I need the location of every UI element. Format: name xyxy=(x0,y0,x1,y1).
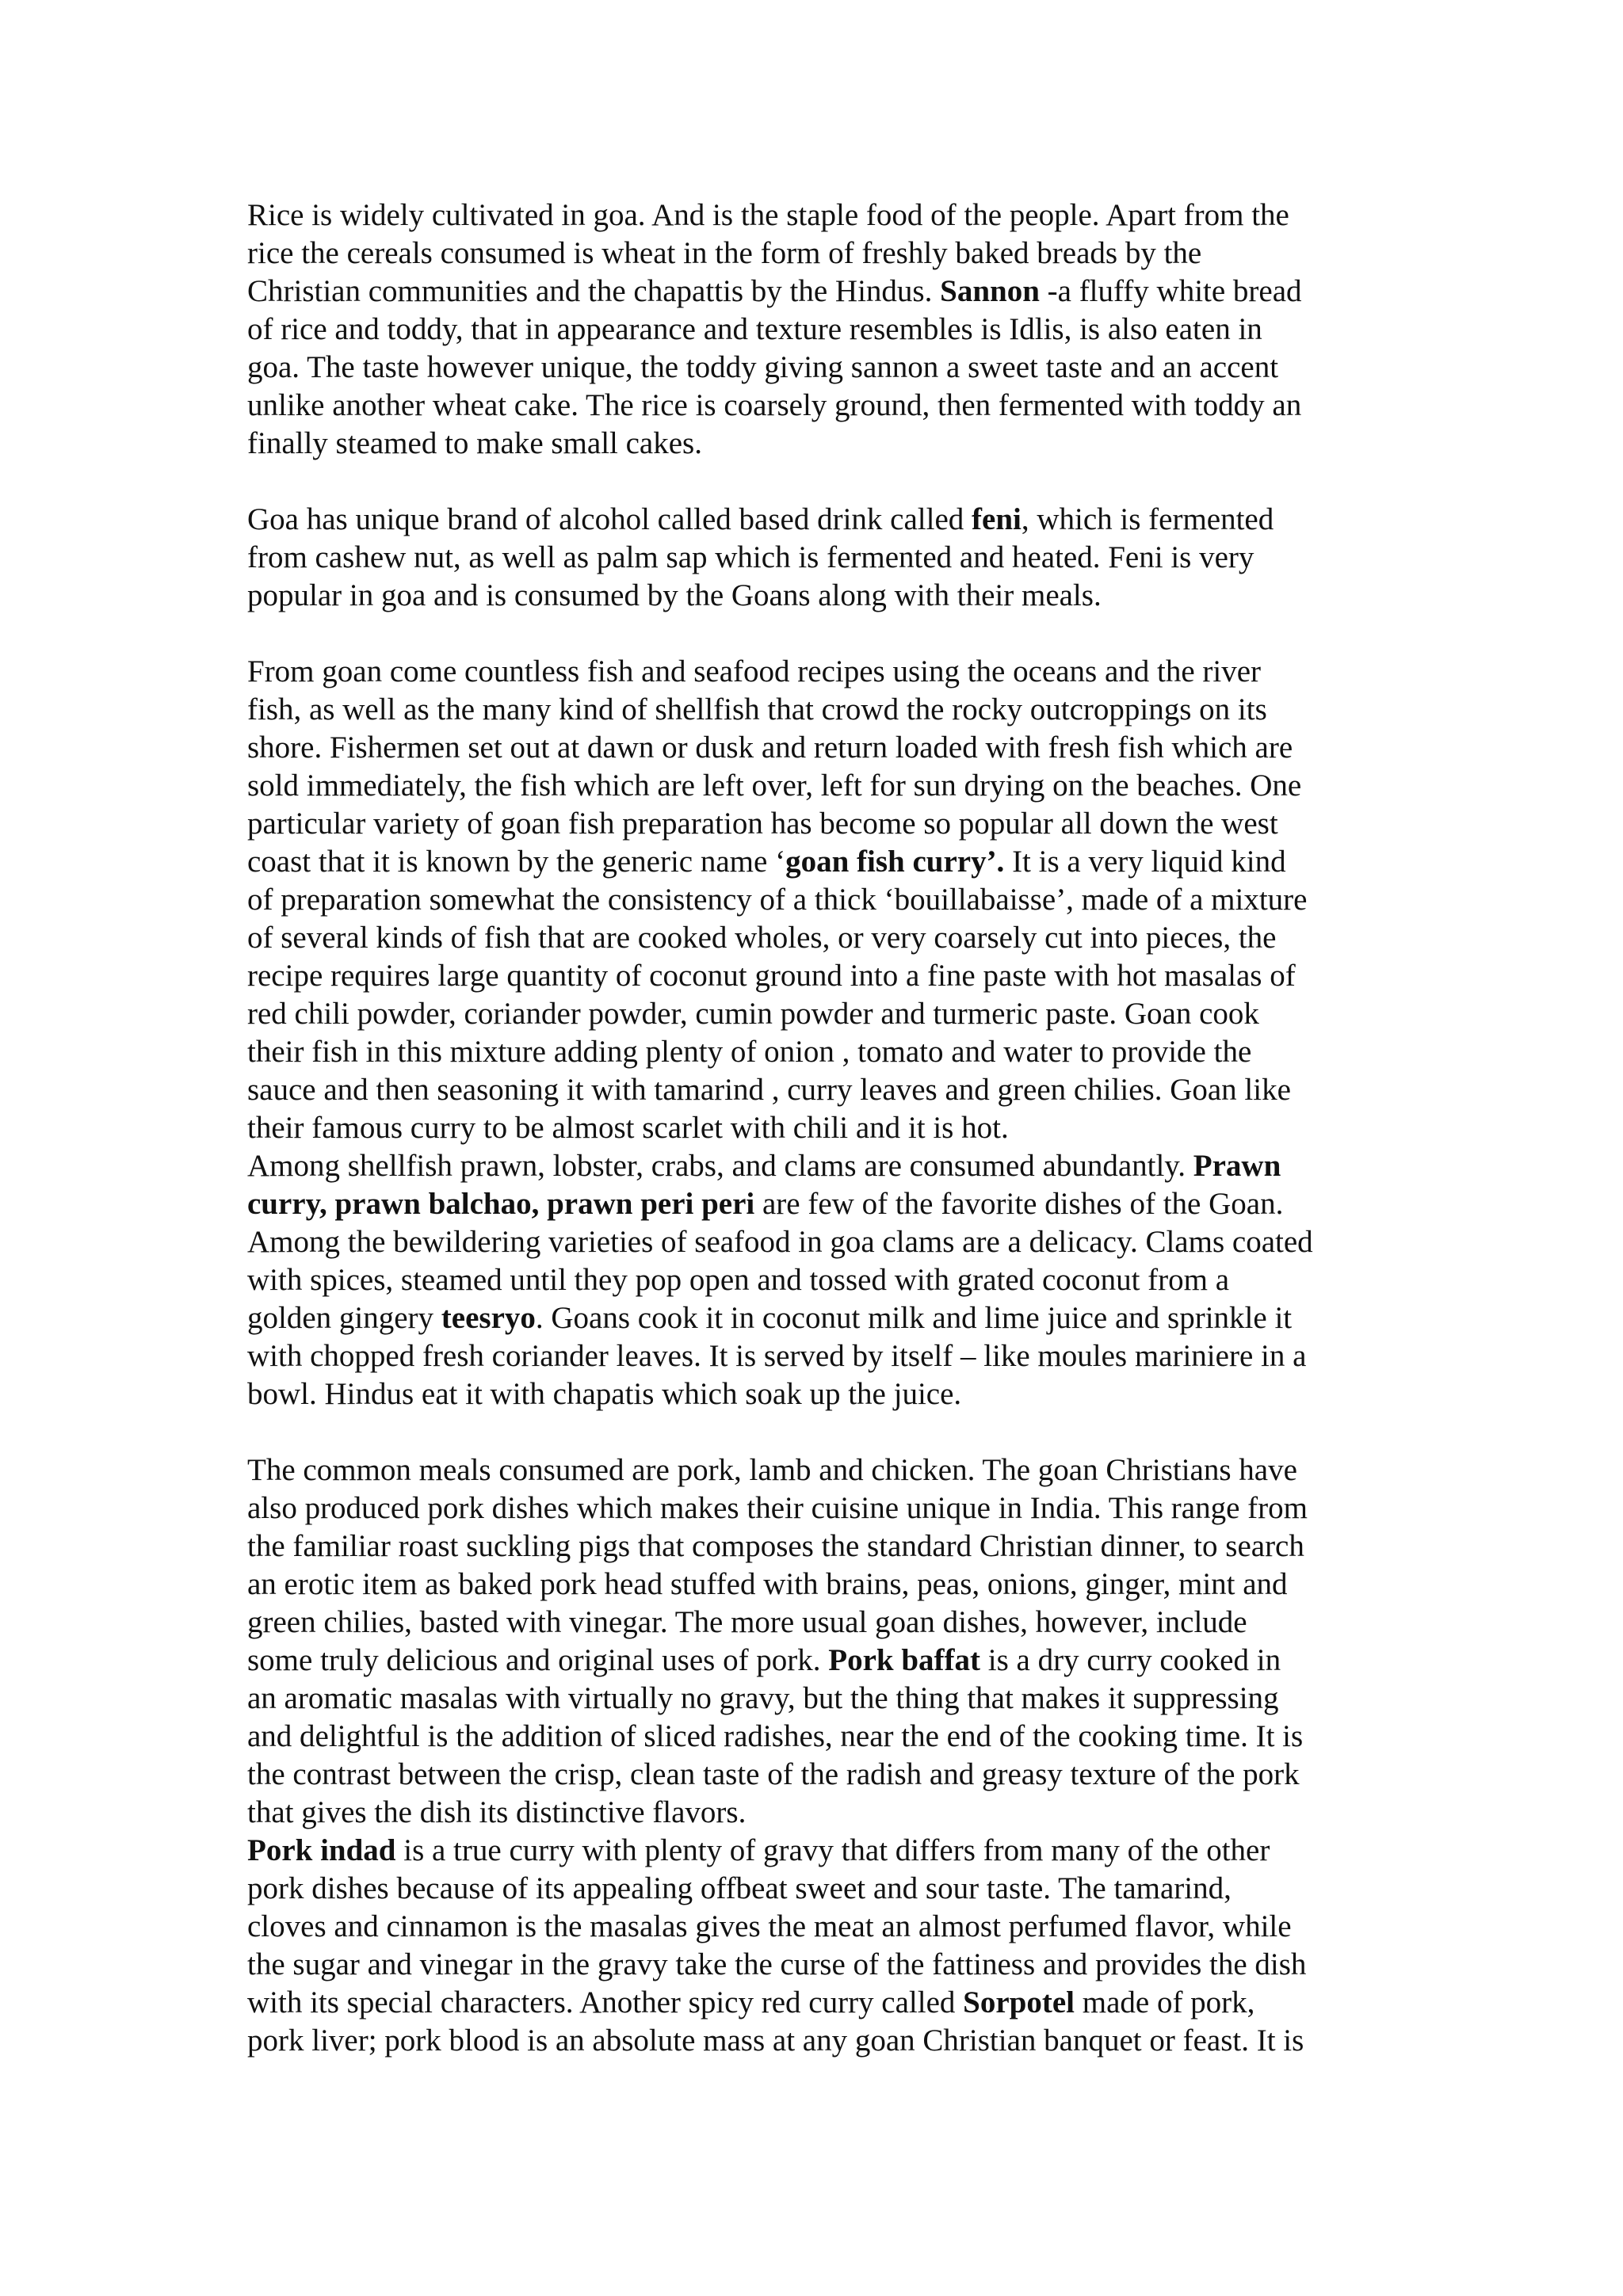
text-run: . Goans cook it in coconut milk and lime juice and sprinkle it xyxy=(535,1301,1293,1335)
text-line xyxy=(247,843,1396,881)
text-run: and delightful is the addition of sliced radishes, near the end of the cooking time. It is xyxy=(247,1719,1304,1753)
bold-term: Prawn xyxy=(1193,1149,1281,1183)
text-run: is a dry curry cooked in xyxy=(980,1643,1281,1677)
text-run: Among the bewildering varieties of seafood in goa clams are a delicacy. Clams coated xyxy=(247,1225,1313,1259)
text-line xyxy=(247,1908,1396,1946)
text-line xyxy=(247,1527,1396,1566)
text-line xyxy=(247,539,1396,577)
bold-term: goan fish curry’. xyxy=(785,845,1005,879)
text-run: is a true curry with plenty of gravy that differs from many of the other xyxy=(395,1833,1270,1867)
text-run: red chili powder, coriander powder, cumin powder and turmeric paste. Goan cook xyxy=(247,997,1259,1031)
text-run: of several kinds of fish that are cooked wholes, or very coarsely cut into pieces, the xyxy=(247,921,1277,955)
text-run: the sugar and vinegar in the gravy take the curse of the fattiness and provides the dish xyxy=(247,1947,1307,1981)
text-line xyxy=(247,1109,1396,1147)
text-run: are few of the favorite dishes of the Goan. xyxy=(754,1187,1284,1221)
text-line xyxy=(247,349,1396,387)
text-line xyxy=(247,1794,1396,1832)
text-line xyxy=(247,387,1396,425)
paragraph xyxy=(247,501,1396,615)
text-run: sold immediately, the fish which are left over, left for sun drying on the beaches. One xyxy=(247,769,1302,803)
paragraph xyxy=(247,1147,1396,1413)
text-line xyxy=(247,196,1396,235)
text-run: rice the cereals consumed is wheat in the form of freshly baked breads by the xyxy=(247,236,1202,270)
text-line xyxy=(247,1033,1396,1071)
text-line xyxy=(247,577,1396,615)
text-run: coast that it is known by the generic name ‘ xyxy=(247,845,786,879)
bold-term: Sorpotel xyxy=(963,1985,1075,2019)
text-line xyxy=(247,1718,1396,1756)
text-run: recipe requires large quantity of coconut ground into a fine paste with hot masalas of xyxy=(247,959,1296,993)
text-line xyxy=(247,1223,1396,1261)
text-line xyxy=(247,1071,1396,1109)
text-line xyxy=(247,1261,1396,1299)
bold-term: teesryo xyxy=(441,1301,536,1335)
text-run: made of pork, xyxy=(1074,1985,1255,2019)
document-page xyxy=(247,196,1396,2060)
bold-term: Pork baffat xyxy=(828,1643,981,1677)
text-line xyxy=(247,1642,1396,1680)
text-line xyxy=(247,691,1396,729)
text-run: that gives the dish its distinctive flavors. xyxy=(247,1795,747,1829)
text-run: pork dishes because of its appealing offbeat sweet and sour taste. The tamarind, xyxy=(247,1871,1232,1905)
text-run: Among shellfish prawn, lobster, crabs, and clams are consumed abundantly. xyxy=(247,1149,1193,1183)
text-run: fish, as well as the many kind of shellfish that crowd the rocky outcroppings on its xyxy=(247,692,1267,727)
text-line xyxy=(247,1680,1396,1718)
text-run: finally steamed to make small cakes. xyxy=(247,426,702,460)
text-run: popular in goa and is consumed by the Goans along with their meals. xyxy=(247,578,1102,612)
text-run: The common meals consumed are pork, lamb and chicken. The goan Christians have xyxy=(247,1453,1297,1487)
text-run: their fish in this mixture adding plenty of onion , tomato and water to provide the xyxy=(247,1035,1252,1069)
text-run: some truly delicious and original uses of pork. xyxy=(247,1643,829,1677)
text-run: green chilies, basted with vinegar. The more usual goan dishes, however, include xyxy=(247,1605,1247,1639)
text-line xyxy=(247,1870,1396,1908)
paragraph xyxy=(247,196,1396,463)
text-line xyxy=(247,1566,1396,1604)
text-run: unlike another wheat cake. The rice is coarsely ground, then fermented with toddy an xyxy=(247,388,1302,422)
text-run: Goa has unique brand of alcohol called based drink called xyxy=(247,502,972,536)
text-line xyxy=(247,1299,1396,1337)
text-line xyxy=(247,235,1396,273)
text-run: Rice is widely cultivated in goa. And is the staple food of the people. Apart from the xyxy=(247,198,1289,232)
text-line xyxy=(247,767,1396,805)
text-run: shore. Fishermen set out at dawn or dusk and return loaded with fresh fish which are xyxy=(247,730,1293,765)
text-line xyxy=(247,1337,1396,1375)
text-line xyxy=(247,2022,1396,2060)
text-line xyxy=(247,273,1396,311)
text-line xyxy=(247,729,1396,767)
paragraph xyxy=(247,1832,1396,2060)
text-line xyxy=(247,919,1396,957)
text-run: from cashew nut, as well as palm sap which is fermented and heated. Feni is very xyxy=(247,540,1254,574)
text-line xyxy=(247,311,1396,349)
text-run: It is a very liquid kind xyxy=(1004,845,1286,879)
bold-term: Sannon xyxy=(940,274,1040,308)
text-run: goa. The taste however unique, the toddy giving sannon a sweet taste and an accent xyxy=(247,350,1279,384)
text-run: the contrast between the crisp, clean taste of the radish and greasy texture of the pork xyxy=(247,1757,1300,1791)
text-run: -a fluffy white bread xyxy=(1039,274,1302,308)
text-run: Christian communities and the chapattis by the Hindus. xyxy=(247,274,941,308)
text-run: an aromatic masalas with virtually no gravy, but the thing that makes it suppressing xyxy=(247,1681,1279,1715)
text-run: From goan come countless fish and seafood recipes using the oceans and the river xyxy=(247,654,1262,688)
text-run: golden gingery xyxy=(247,1301,441,1335)
text-run: pork liver; pork blood is an absolute mass at any goan Christian banquet or feast. It is xyxy=(247,2023,1304,2058)
text-line xyxy=(247,1451,1396,1489)
text-run: , which is fermented xyxy=(1021,502,1274,536)
text-line xyxy=(247,1185,1396,1223)
paragraph xyxy=(247,653,1396,1147)
text-line xyxy=(247,1375,1396,1413)
text-run: with chopped fresh coriander leaves. It is served by itself – like moules mariniere in a xyxy=(247,1339,1307,1373)
bold-term: Pork indad xyxy=(247,1833,396,1867)
text-line xyxy=(247,1984,1396,2022)
text-run: with its special characters. Another spicy red curry called xyxy=(247,1985,964,2019)
bold-term: feni xyxy=(972,502,1022,536)
text-line xyxy=(247,957,1396,995)
text-run: with spices, steamed until they pop open and tossed with grated coconut from a xyxy=(247,1263,1230,1297)
text-run: cloves and cinnamon is the masalas gives the meat an almost perfumed flavor, while xyxy=(247,1909,1292,1943)
bold-term: curry, prawn balchao, prawn peri peri xyxy=(247,1187,755,1221)
text-run: of rice and toddy, that in appearance and texture resembles is Idlis, is also eaten in xyxy=(247,312,1262,346)
text-line xyxy=(247,995,1396,1033)
text-run: bowl. Hindus eat it with chapatis which soak up the juice. xyxy=(247,1377,962,1411)
text-line xyxy=(247,1489,1396,1527)
text-line xyxy=(247,1147,1396,1185)
text-line xyxy=(247,425,1396,463)
text-run: sauce and then seasoning it with tamarind , curry leaves and green chilies. Goan like xyxy=(247,1073,1291,1107)
text-line xyxy=(247,501,1396,539)
text-line xyxy=(247,653,1396,691)
text-line xyxy=(247,1604,1396,1642)
text-line xyxy=(247,1946,1396,1984)
text-line xyxy=(247,1756,1396,1794)
text-run: of preparation somewhat the consistency of a thick ‘bouillabaisse’, made of a mixture xyxy=(247,883,1308,917)
text-run: the familiar roast suckling pigs that composes the standard Christian dinner, to search xyxy=(247,1529,1304,1563)
text-line xyxy=(247,805,1396,843)
text-run: an erotic item as baked pork head stuffed with brains, peas, onions, ginger, mint and xyxy=(247,1567,1288,1601)
text-run: particular variety of goan fish preparation has become so popular all down the west xyxy=(247,807,1278,841)
text-run: their famous curry to be almost scarlet with chili and it is hot. xyxy=(247,1111,1009,1145)
text-run: also produced pork dishes which makes their cuisine unique in India. This range from xyxy=(247,1491,1308,1525)
text-line xyxy=(247,1832,1396,1870)
text-line xyxy=(247,881,1396,919)
paragraph xyxy=(247,1451,1396,1832)
